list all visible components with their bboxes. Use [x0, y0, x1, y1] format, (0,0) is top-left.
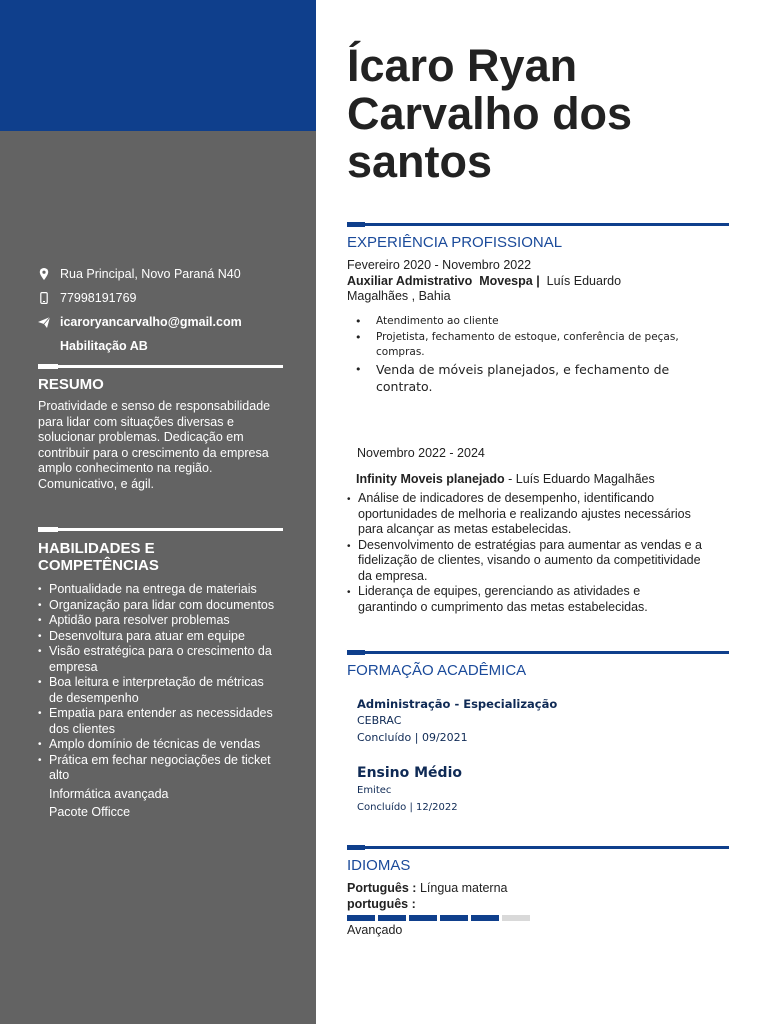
location-pin-icon: [38, 268, 50, 280]
sidebar-divider: [38, 528, 283, 531]
list-item: • Desenvolvimento de estratégias para aumentar as vendas e a fidelização de clientes, visando o aumento da competitividade da empresa.: [347, 538, 717, 585]
education-school: CEBRAC: [357, 714, 402, 727]
education-title: Ensino Médio: [357, 765, 462, 781]
list-item: • Venda de móveis planejados, e fechamento de contrato.: [355, 361, 695, 395]
license-row: [38, 334, 288, 358]
education-school: Emitec: [357, 785, 392, 796]
job1-dates: Fevereiro 2020 - Novembro 2022: [347, 258, 532, 272]
list-item: • Amplo domínio de técnicas de vendas: [38, 737, 288, 753]
phone-icon: [38, 292, 50, 304]
job1-company: Movespa: [479, 273, 533, 288]
skills-list: [38, 582, 288, 821]
level-segment: [502, 915, 530, 921]
education-item: [357, 764, 462, 816]
list-item: • Projetista, fechamento de estoque, conferência de peças, compras.: [355, 330, 695, 361]
list-item: • Desenvoltura para atuar em equipe: [38, 629, 288, 645]
job1-location-cont: Magalhães , Bahia: [347, 289, 451, 303]
list-item: • Pontualidade na entrega de materiais: [38, 582, 288, 598]
job2-dates: Novembro 2022 - 2024: [357, 446, 485, 460]
section-rule: [347, 223, 729, 226]
email-row: [38, 310, 288, 334]
list-item: empresa: [49, 659, 98, 674]
job1-block: [347, 258, 727, 305]
job2-location: - Luís Eduardo Magalhães: [508, 472, 655, 486]
contact-info: [38, 262, 288, 358]
list-item: • Análise de indicadores de desempenho, identificando oportunidades de melhoria e realizando ajustes necessários para alcançar as metas estabelecidas.: [347, 491, 717, 538]
address-text: Rua Principal, Novo Paraná N40: [60, 267, 241, 281]
level-segment: [409, 915, 437, 921]
education-status: Concluído | 09/2021: [357, 731, 468, 744]
list-item: de desempenho: [49, 690, 139, 705]
list-item: • Organização para lidar com documentos: [38, 598, 288, 614]
list-item: alto: [49, 768, 70, 782]
phone-row: [38, 286, 288, 310]
list-item: • Boa leitura e interpretação de métricas: [38, 675, 288, 691]
level-segment: [347, 915, 375, 921]
language-level-label: Avançado: [347, 923, 403, 937]
list-item: Informática avançada: [49, 786, 169, 801]
language-line: português :: [347, 897, 416, 911]
education-item: [357, 696, 557, 747]
summary-text: Proatividade e senso de responsabilidade para lidar com situações diversas e solucionar problemas. Dedicação em contribuir para o crescimento da empresa amplo conhecimento na região. Comunicativo, e ágil.: [38, 399, 271, 491]
section-rule: [347, 651, 729, 654]
list-item: • Empatia para entender as necessidades: [38, 706, 288, 722]
summary-heading: RESUMO: [38, 376, 104, 393]
list-item: • Liderança de equipes, gerenciando as atividades e garantindo o cumprimento das metas estabelecidas.: [347, 584, 717, 615]
level-segment: [378, 915, 406, 921]
job2-company: Infinity Moveis planejado: [356, 472, 505, 486]
job1-title: Auxiliar Admistrativo: [347, 273, 473, 288]
experience-heading: EXPERIÊNCIA PROFISSIONAL: [347, 234, 563, 251]
education-title: Administração - Especialização: [357, 697, 558, 711]
job2-bullets: [347, 491, 717, 615]
sidebar-header-block: [0, 0, 316, 131]
education-status: Concluído | 12/2022: [357, 802, 458, 813]
list-item: • Aptidão para resolver problemas: [38, 613, 288, 629]
list-item: dos clientes: [49, 721, 116, 736]
job2-title-line: [356, 472, 655, 488]
language-level-bar: [347, 915, 530, 921]
list-item: • Visão estratégica para o crescimento da: [38, 644, 288, 660]
send-icon: [38, 316, 50, 328]
job1-title-line: [347, 274, 727, 290]
email-link[interactable]: icaroryancarvalho@gmail.com: [60, 315, 242, 329]
languages-heading: IDIOMAS: [347, 857, 411, 874]
list-item: • Atendimento ao cliente: [355, 314, 695, 330]
job1-bullets: [355, 314, 695, 395]
license-text: Habilitação AB: [60, 339, 148, 353]
job1-separator: |: [536, 273, 540, 288]
section-rule: [347, 846, 729, 849]
phone-text: 77998191769: [60, 291, 137, 305]
list-item: • Prática em fechar negociações de ticket: [38, 753, 288, 769]
page-title: Ícaro Ryan Carvalho dos santos: [347, 40, 633, 187]
sidebar: [0, 0, 316, 1024]
level-segment: [471, 915, 499, 921]
language-line: Português : Língua materna: [347, 881, 508, 895]
sidebar-divider: [38, 365, 283, 368]
education-heading: FORMAÇÃO ACADÊMICA: [347, 662, 527, 679]
job1-location: Luís Eduardo: [546, 273, 622, 288]
skills-heading: HABILIDADES E COMPETÊNCIAS: [38, 540, 159, 574]
level-segment: [440, 915, 468, 921]
address-row: [38, 262, 288, 286]
list-item: Pacote Officce: [49, 805, 131, 819]
